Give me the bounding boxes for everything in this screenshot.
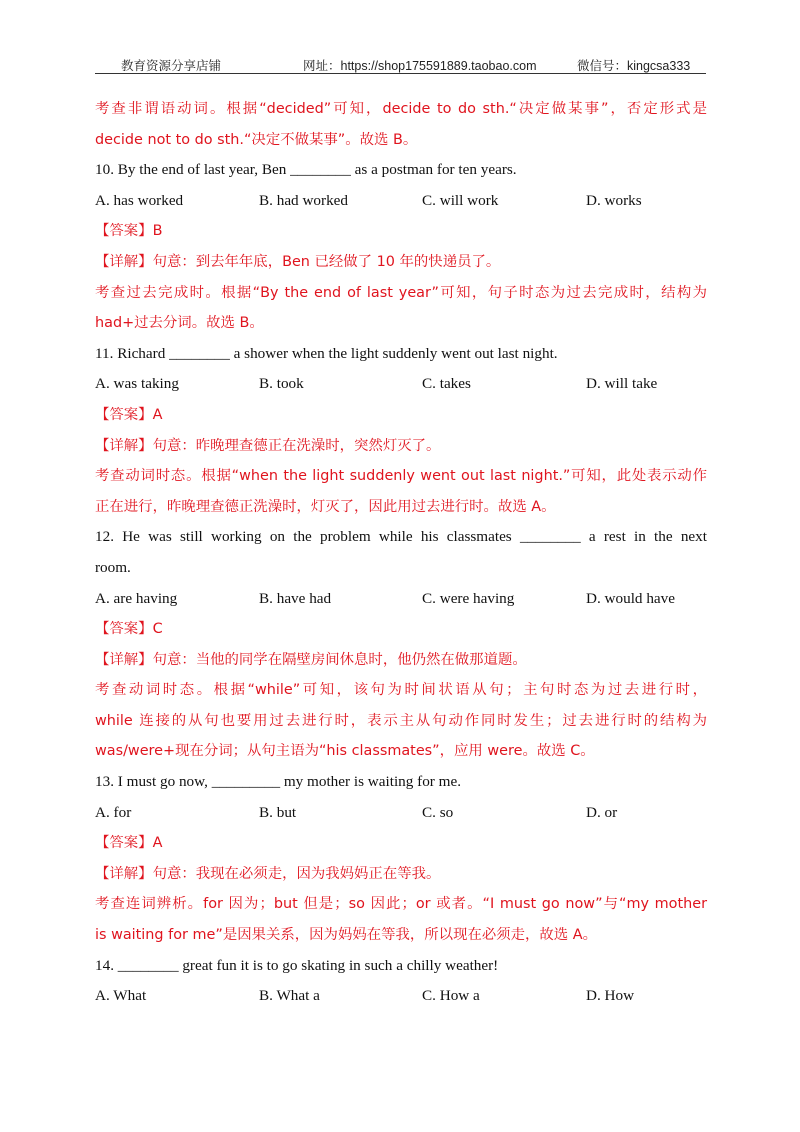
explanation-line: is waiting for me”是因果关系，因为妈妈在等我，所以现在必须走，故选 A。 <box>95 927 598 944</box>
explanation-line: 考查过去完成时。根据“By the end of last year”可知，句子时态为过去完成时，结构为 <box>95 284 707 301</box>
answer-options <box>95 186 707 217</box>
wechat-id: 微信号：kingcsa333 <box>577 59 691 73</box>
answer-option: D. How <box>586 987 635 1005</box>
explanation-line: 【答案】A <box>95 835 163 852</box>
answer-options <box>95 798 707 829</box>
explanation-line: 【详解】句意：我现在必须走，因为我妈妈正在等我。 <box>95 865 441 882</box>
explanation-line: 考查连词辨析。for 因为；but 但是；so 因此；or 或者。“I must go now”与“my mother <box>95 896 707 913</box>
answer-option: D. works <box>586 191 642 209</box>
explanation-line: had+过去分词。故选 B。 <box>95 315 264 332</box>
explanation-line: 【答案】A <box>95 406 163 423</box>
answer-option: C. takes <box>422 375 471 393</box>
answer-option: A. What <box>95 987 147 1005</box>
explanation-line: while 连接的从句也要用过去进行时，表示主从句动作同时发生；过去进行时的结构为 <box>95 712 707 729</box>
explanation-line: was/were+现在分词；从句主语为“his classmates”，应用 were。故选 C。 <box>95 743 595 760</box>
question-line: 12. He was still working on the problem while his classmates ________ a rest in the next <box>95 528 707 546</box>
answer-option: A. are having <box>95 589 178 607</box>
answer-option: B. have had <box>259 589 332 607</box>
question-line: 11. Richard ________ a shower when the light suddenly went out last night. <box>95 344 558 362</box>
question-line: 10. By the end of last year, Ben ________ as a postman for ten years. <box>95 161 517 179</box>
answer-option: C. will work <box>422 191 499 209</box>
document-body <box>95 94 707 1012</box>
explanation-line: 考查非谓语动词。根据“decided”可知，decide to do sth.“决定做某事”，否定形式是 <box>95 101 707 117</box>
explanation-line: 考查动词时态。根据“while”可知，该句为时间状语从句；主句时态为过去进行时， <box>95 682 707 699</box>
answer-option: C. were having <box>422 589 515 607</box>
answer-option: A. for <box>95 803 132 821</box>
explanation-line: 【详解】句意：当他的同学在隔壁房间休息时，他仍然在做那道题。 <box>95 651 527 668</box>
explanation-line: 【答案】C <box>95 621 163 638</box>
question-line: 13. I must go now, _________ my mother is waiting for me. <box>95 773 462 791</box>
explanation-line: 正在进行，昨晚理查德正洗澡时，灯灭了，因此用过去进行时。故选 A。 <box>95 498 556 515</box>
page-header <box>95 54 703 74</box>
question-line: 14. ________ great fun it is to go skating in such a chilly weather! <box>95 956 499 974</box>
answer-option: B. had worked <box>259 191 348 209</box>
question-line: room. <box>95 558 131 576</box>
answer-option: C. so <box>422 803 454 821</box>
answer-option: D. or <box>586 803 618 821</box>
answer-option: D. would have <box>586 589 675 607</box>
header-divider <box>95 73 706 74</box>
answer-option: B. What a <box>259 987 320 1005</box>
explanation-line: decide not to do sth.“决定不做某事”。故选 B。 <box>95 131 418 148</box>
answer-option: B. but <box>259 803 297 821</box>
answer-options <box>95 981 707 1012</box>
answer-option: A. was taking <box>95 375 179 393</box>
shop-name: 教育资源分享店铺 <box>121 59 222 73</box>
answer-options <box>95 584 707 615</box>
explanation-line: 【详解】句意：到去年年底，Ben 已经做了 10 年的快递员了。 <box>95 253 501 270</box>
explanation-line: 【答案】B <box>95 223 163 240</box>
website-link[interactable]: 网址：https://shop175591889.taobao.com <box>303 59 537 73</box>
answer-options <box>95 369 707 400</box>
answer-option: A. has worked <box>95 191 184 209</box>
explanation-line: 考查动词时态。根据“when the light suddenly went out last night.”可知，此处表示动作 <box>95 468 707 485</box>
answer-option: C. How a <box>422 987 480 1005</box>
explanation-line: 【详解】句意：昨晚理查德正在洗澡时，突然灯灭了。 <box>95 437 441 454</box>
answer-option: B. took <box>259 375 304 393</box>
answer-option: D. will take <box>586 375 658 393</box>
